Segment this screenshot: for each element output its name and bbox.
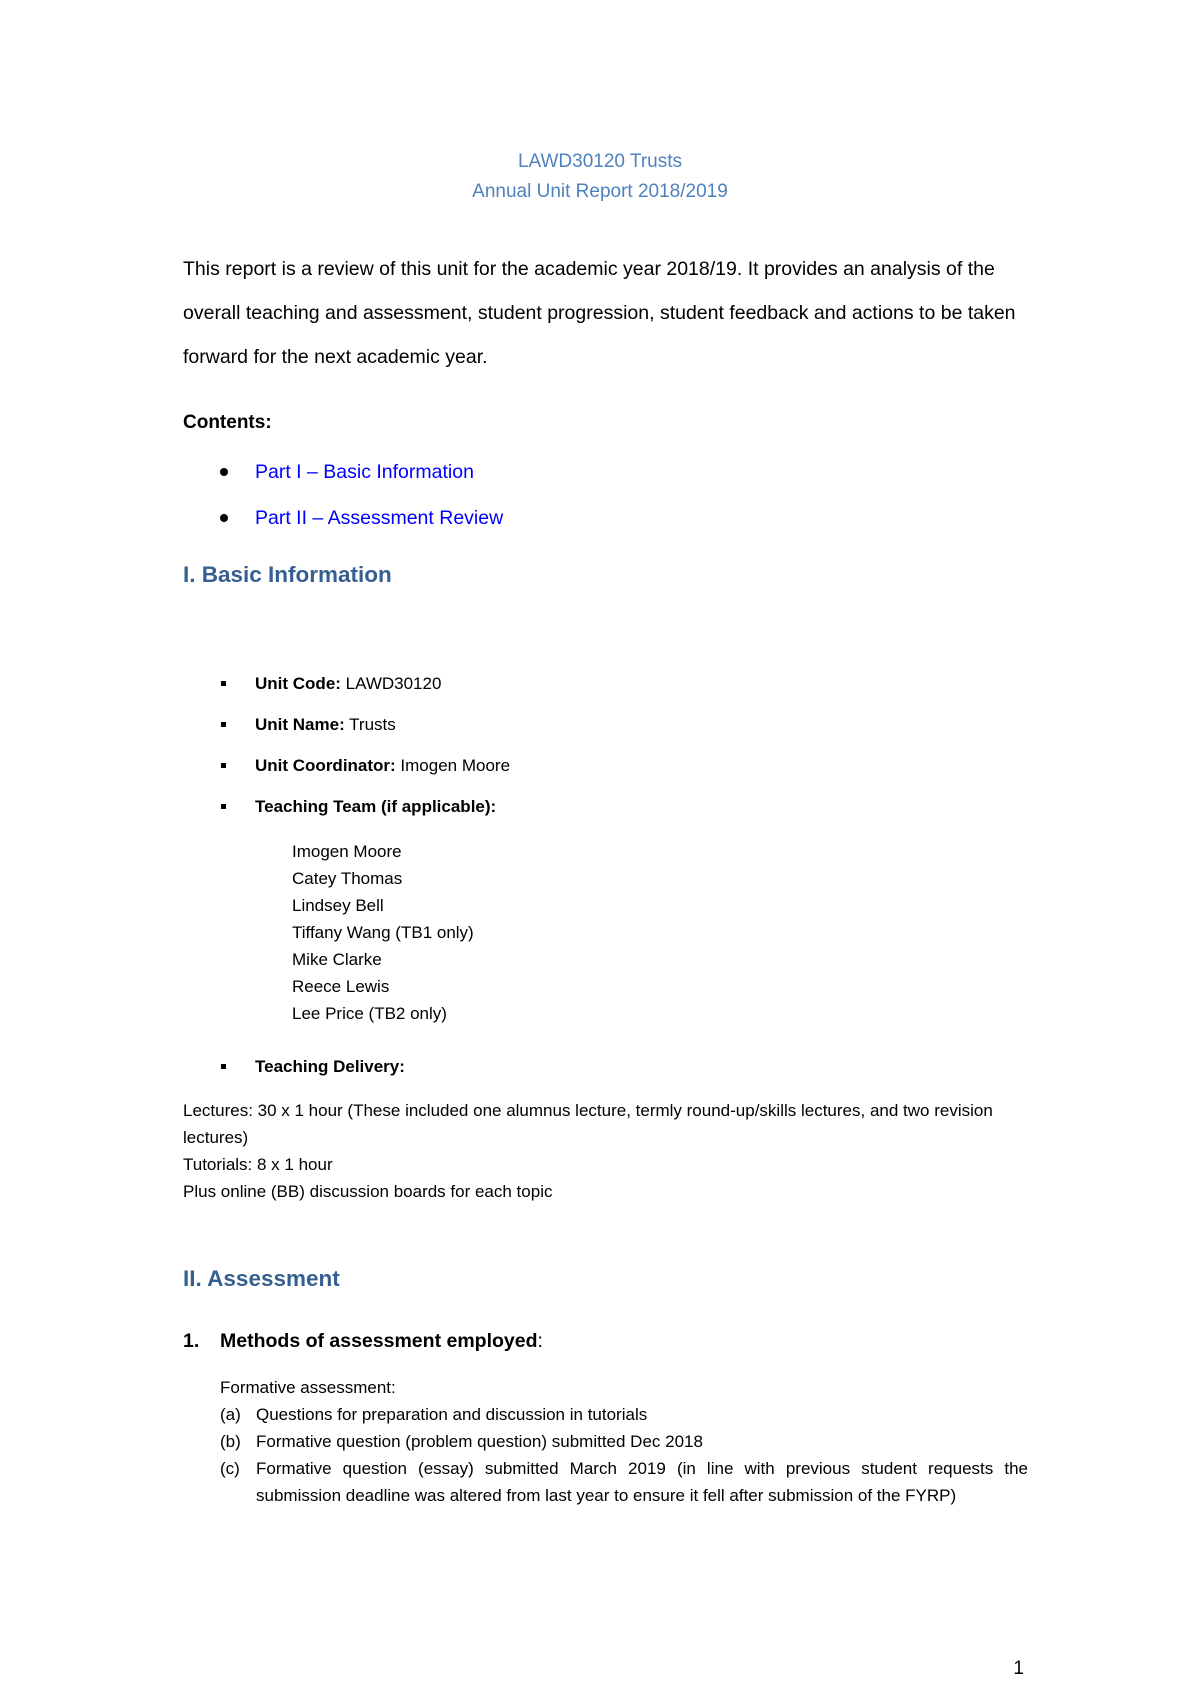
unit-name-value: Trusts: [344, 715, 396, 734]
formative-label: Formative assessment:: [220, 1378, 396, 1397]
info-item-teaching-delivery: [183, 1055, 405, 1079]
info-item-unit-code: [183, 672, 510, 713]
section-heading-assessment: II. Assessment: [183, 1266, 340, 1291]
formative-item-label: (c): [220, 1459, 240, 1478]
coordinator-label: Unit Coordinator:: [255, 756, 396, 775]
page-number: 1: [1013, 1658, 1024, 1679]
teaching-delivery-details: [183, 1097, 1033, 1205]
section-heading-basic-information: I. Basic Information: [183, 562, 392, 587]
sub-heading-methods: [183, 1330, 543, 1353]
delivery-lectures: Lectures: 30 x 1 hour (These included one alumnus lecture, termly round-up/skills lectures, and two revision lectures): [183, 1101, 993, 1147]
title-line-2: Annual Unit Report 2018/2019: [472, 181, 728, 202]
team-member: Imogen Moore: [292, 842, 402, 861]
team-member: Reece Lewis: [292, 977, 390, 996]
square-bullet-icon: [221, 681, 226, 686]
formative-assessment: [220, 1374, 1028, 1509]
toc-link-assessment-review[interactable]: Part II – Assessment Review: [255, 507, 504, 529]
team-member: Catey Thomas: [292, 869, 403, 888]
bullet-icon: [220, 468, 228, 476]
teaching-team-list: [292, 838, 474, 1027]
square-bullet-icon: [221, 763, 226, 768]
unit-code-value: LAWD30120: [340, 674, 442, 693]
teaching-delivery-label: Teaching Delivery:: [255, 1057, 405, 1076]
sub-heading-colon: :: [537, 1330, 543, 1352]
square-bullet-icon: [221, 1064, 226, 1069]
formative-item-label: (a): [220, 1405, 241, 1424]
formative-item-text: Formative question (essay) submitted March 2019 (in line with previous student requests the submission deadline was altered from last year to ensure it fell after submission of the FYRP): [256, 1459, 1028, 1505]
formative-item-label: (b): [220, 1432, 241, 1451]
formative-item: [220, 1401, 1028, 1428]
sub-heading-text: Methods of assessment employed: [220, 1330, 538, 1352]
title-line-1: LAWD30120 Trusts: [517, 151, 683, 172]
toc-link-basic-information[interactable]: Part I – Basic Information: [255, 461, 474, 483]
unit-code-label: Unit Code:: [255, 674, 341, 693]
team-member: Tiffany Wang (TB1 only): [292, 923, 474, 942]
formative-list: [220, 1401, 1028, 1509]
toc-item-part-1: [183, 458, 503, 504]
basic-info-list: [183, 672, 510, 836]
document-title: [0, 147, 1200, 207]
square-bullet-icon: [221, 804, 226, 809]
square-bullet-icon: [221, 722, 226, 727]
toc-item-part-2: [183, 504, 503, 550]
teaching-team-label: Teaching Team (if applicable):: [255, 797, 497, 816]
team-member: Lindsey Bell: [292, 896, 384, 915]
formative-item-text: Questions for preparation and discussion in tutorials: [256, 1405, 648, 1424]
bullet-icon: [220, 514, 228, 522]
unit-name-label: Unit Name:: [255, 715, 345, 734]
sub-heading-number: 1.: [183, 1330, 200, 1352]
coordinator-value: Imogen Moore: [395, 756, 511, 775]
team-member: Mike Clarke: [292, 950, 382, 969]
table-of-contents: [183, 458, 503, 550]
formative-item: [220, 1455, 1028, 1509]
intro-paragraph: This report is a review of this unit for the academic year 2018/19. It provides an analysis of the overall teaching and assessment, student progression, student feedback and actions to be taken forward for the next academic year.: [183, 258, 1016, 368]
info-item-teaching-team: [183, 795, 510, 836]
formative-item: [220, 1428, 1028, 1455]
info-item-unit-name: [183, 713, 510, 754]
delivery-tutorials: Tutorials: 8 x 1 hour: [183, 1155, 333, 1174]
contents-heading: Contents:: [183, 412, 272, 433]
team-member: Lee Price (TB2 only): [292, 1004, 447, 1023]
info-item-unit-coordinator: [183, 754, 510, 795]
formative-item-text: Formative question (problem question) submitted Dec 2018: [256, 1432, 703, 1451]
delivery-online: Plus online (BB) discussion boards for each topic: [183, 1182, 553, 1201]
